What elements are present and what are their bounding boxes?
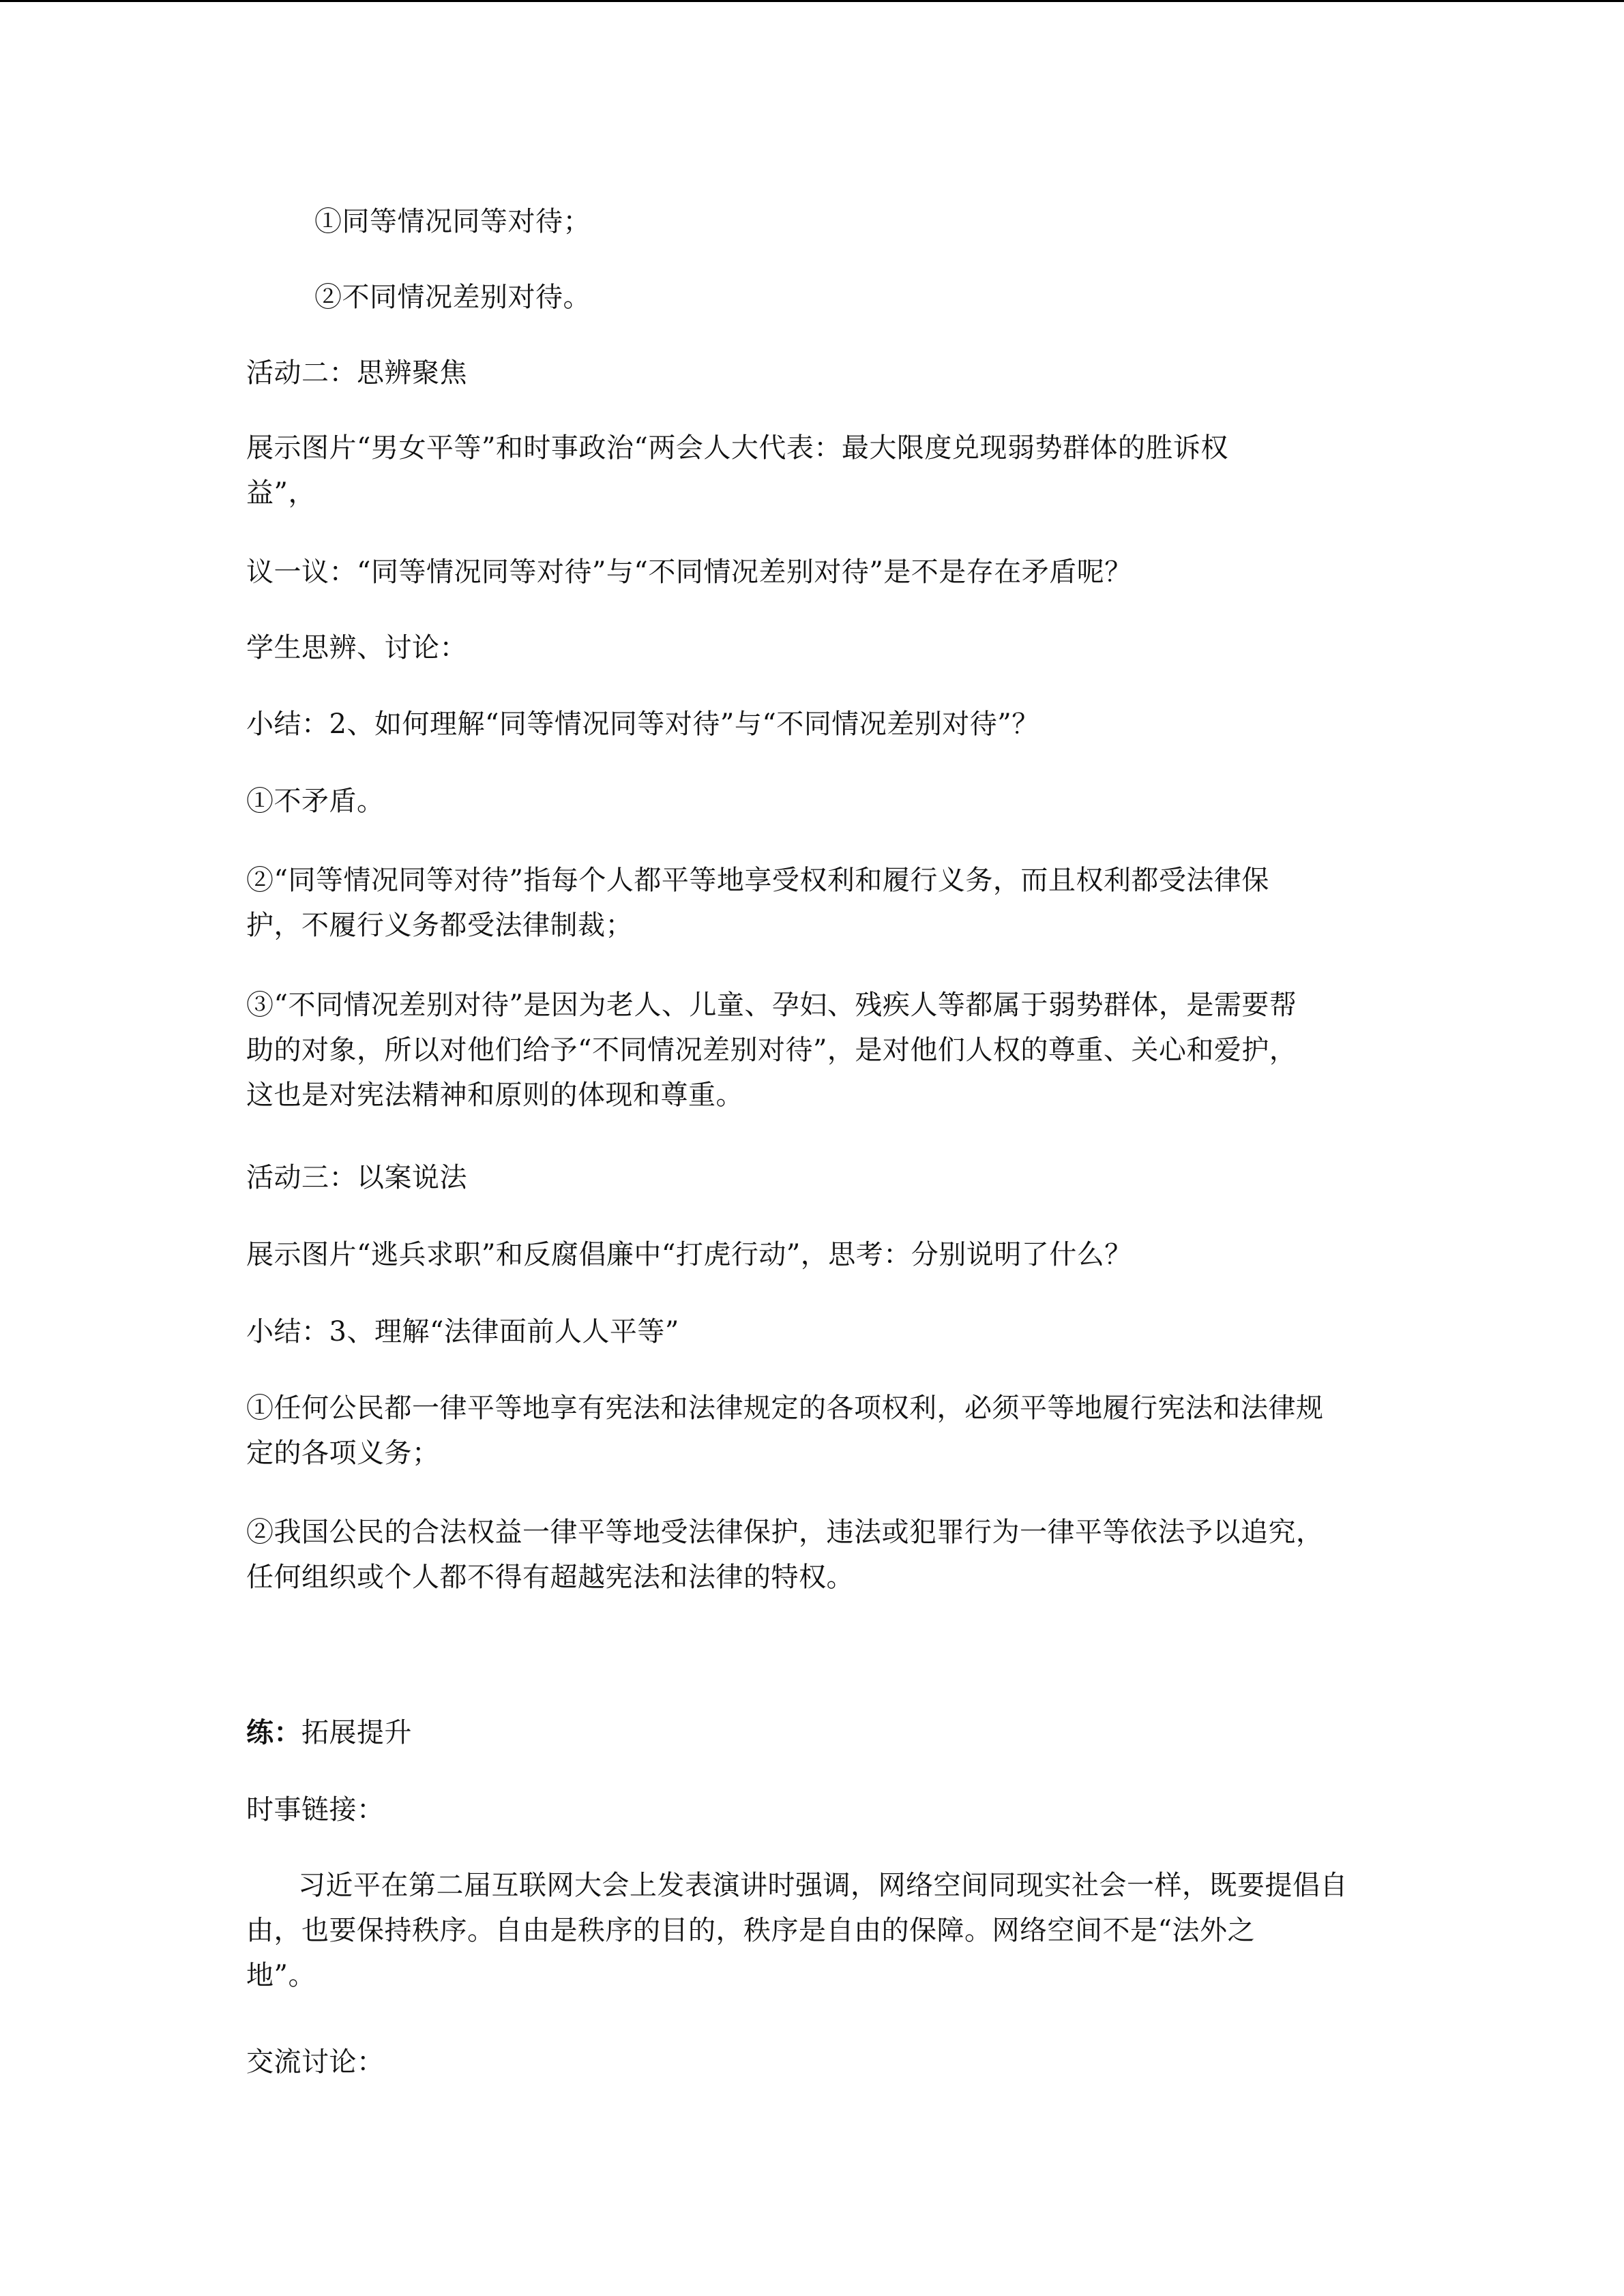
activity-three-heading: 活动三：以案说法 <box>246 1162 467 1193</box>
paragraph-line: ①任何公民都一律平等地享有宪法和法律规定的各项权利，必须平等地履行宪法和法律规 <box>246 1392 1324 1424</box>
summary-three: 小结：3、理解“法律面前人人平等” <box>246 1316 679 1347</box>
practice-title: 拓展提升 <box>301 1717 412 1748</box>
current-events-label: 时事链接： <box>246 1794 385 1825</box>
paragraph-line: 任何组织或个人都不得有超越宪法和法律的特权。 <box>246 1562 854 1593</box>
paragraph-line: 习近平在第二届互联网大会上发表演讲时强调，网络空间同现实社会一样，既要提倡自 <box>298 1870 1348 1901</box>
point-equal-protection <box>246 1510 1378 1600</box>
paragraph-line: ②我国公民的合法权益一律平等地受法律保护，违法或犯罪行为一律平等依法予以追究， <box>246 1517 1324 1548</box>
page-top-border <box>0 0 1624 2</box>
paragraph-line: 护，不履行义务都受法律制裁； <box>246 910 633 941</box>
list-item-1: ①同等情况同等对待； <box>314 206 591 237</box>
point-equal-treatment <box>246 858 1378 948</box>
current-events-paragraph <box>246 1863 1378 1998</box>
paragraph-line: 展示图片“男女平等”和时事政治“两会人大代表：最大限度兑现弱势群体的胜诉权 <box>246 432 1228 464</box>
list-item-2: ②不同情况差别对待。 <box>314 282 591 313</box>
point-differential-treatment <box>246 983 1378 1118</box>
paragraph-line: 由，也要保持秩序。自由是秩序的目的，秩序是自由的保障。网络空间不是“法外之 <box>246 1915 1255 1946</box>
paragraph-line: ③“不同情况差别对待”是因为老人、儿童、孕妇、残疾人等都属于弱势群体，是需要帮 <box>246 989 1297 1021</box>
paragraph-show-pictures <box>246 426 1378 516</box>
paragraph-line: 地”。 <box>246 1960 316 1991</box>
summary-two: 小结：2、如何理解“同等情况同等对待”与“不同情况差别对待”？ <box>246 709 1039 740</box>
paragraph-line: 定的各项义务； <box>246 1437 440 1469</box>
student-discussion: 学生思辨、讨论： <box>246 632 467 664</box>
point-equal-rights <box>246 1386 1378 1476</box>
paragraph-line: 益”， <box>246 477 316 509</box>
exchange-discussion: 交流讨论： <box>246 2046 385 2078</box>
practice-label: 练： <box>246 1716 301 1748</box>
point-no-contradiction: ①不矛盾。 <box>246 786 385 817</box>
paragraph-line: 这也是对宪法精神和原则的体现和尊重。 <box>246 1079 743 1111</box>
paragraph-line: ②“同等情况同等对待”指每个人都平等地享受权利和履行义务，而且权利都受法律保 <box>246 865 1269 896</box>
paragraph-line: 助的对象，所以对他们给予“不同情况差别对待”，是对他们人权的尊重、关心和爱护， <box>246 1034 1297 1066</box>
activity-two-heading: 活动二：思辨聚焦 <box>246 357 467 389</box>
paragraph-show-cases: 展示图片“逃兵求职”和反腐倡廉中“打虎行动”，思考：分别说明了什么？ <box>246 1239 1132 1270</box>
discussion-question: 议一议：“同等情况同等对待”与“不同情况差别对待”是不是存在矛盾呢？ <box>246 556 1132 588</box>
practice-heading <box>246 1710 1378 1755</box>
